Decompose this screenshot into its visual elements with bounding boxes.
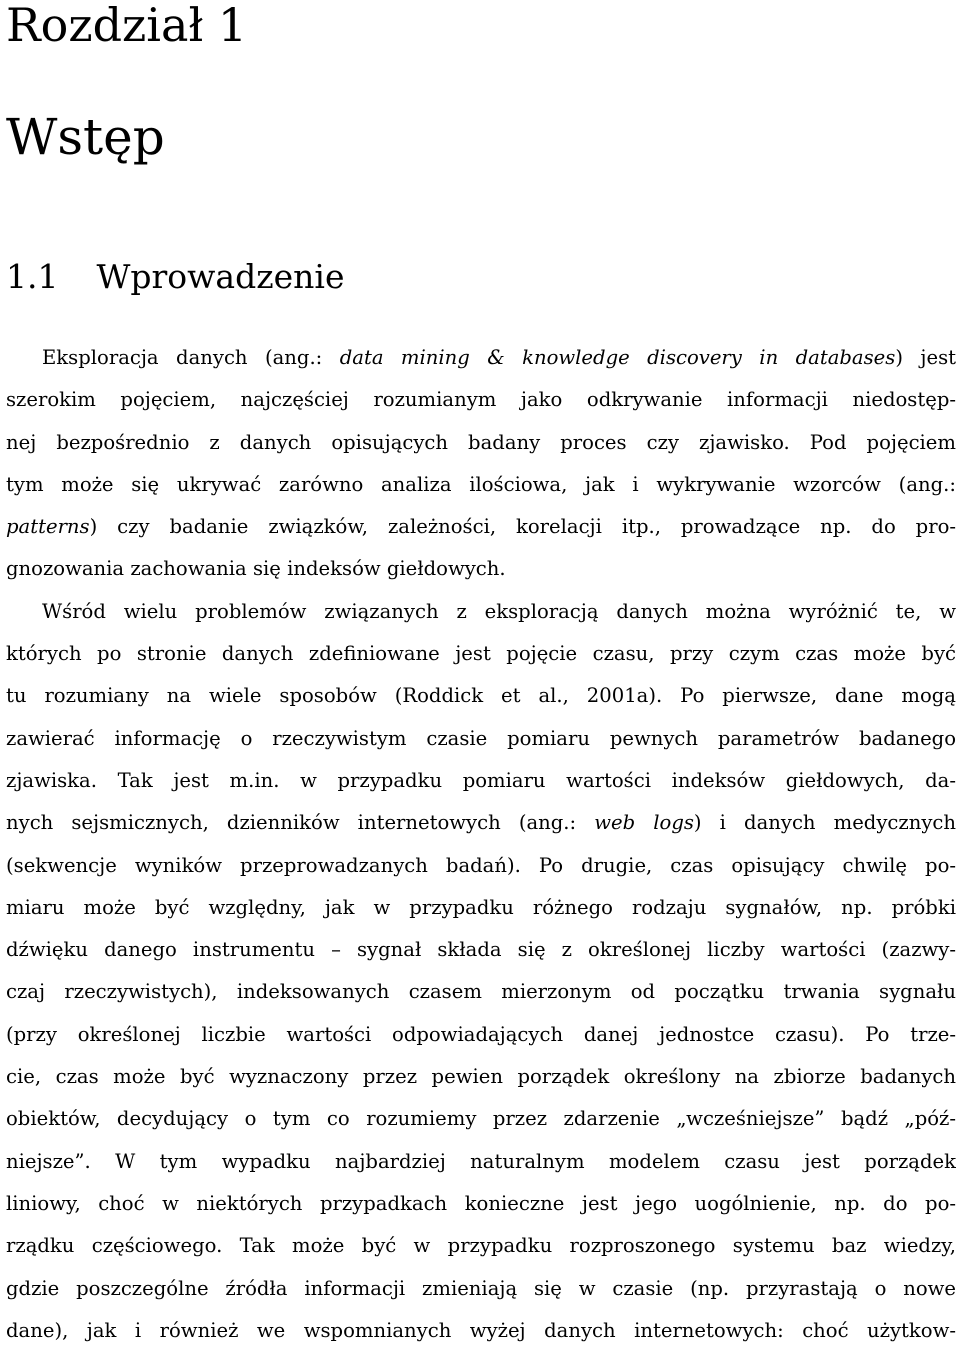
paragraph-line: obiektów, decydujący o tym co rozumiemy przez zdarzenie „wcześniejsze” bądź „póź- — [6, 1107, 956, 1131]
chapter-title: Wstęp — [6, 108, 165, 166]
italic-term: web logs — [594, 811, 694, 835]
paragraph-line: zawierać informację o rzeczywistym czasie pomiaru pewnych parametrów badanego — [6, 726, 956, 750]
paragraph-line: dane), jak i również we wspomnianych wyżej danych internetowych: choć użytkow- — [6, 1318, 956, 1342]
body-text — [6, 337, 956, 1352]
paragraph-line: tu rozumiany na wiele sposobów (Roddick et al., 2001a). Po pierwsze, dane mogą — [6, 684, 956, 708]
paragraph-line: których po stronie danych zdefiniowane jest pojęcie czasu, przy czym czas może być — [6, 642, 956, 666]
paragraph-line: niejsze”. W tym wypadku najbardziej naturalnym modelem czasu jest porządek — [6, 1149, 956, 1173]
paragraph-line: patterns) czy badanie związków, zależności, korelacji itp., prowadzące np. do pro- — [6, 515, 956, 539]
paragraph-line: (sekwencje wyników przeprowadzanych badań). Po drugie, czas opisujący chwilę po- — [6, 853, 956, 877]
paragraph-line: cie, czas może być wyznaczony przez pewien porządek określony na zbiorze badanych — [6, 1065, 956, 1089]
paragraph-line: zjawiska. Tak jest m.in. w przypadku pomiaru wartości indeksów giełdowych, da- — [6, 768, 956, 792]
paragraph-line: dźwięku danego instrumentu – sygnał składa się z określonej liczby wartości (zazwy- — [6, 938, 956, 962]
paragraph-line: nych sejsmicznych, dzienników internetowych (ang.: web logs) i danych medycznych — [6, 811, 956, 835]
paragraph-line: gnozowania zachowania się indeksów giełdowych. — [6, 557, 506, 581]
paragraph-line: (przy określonej liczbie wartości odpowiadających danej jednostce czasu). Po trze- — [6, 1022, 956, 1046]
paragraph-line: czaj rzeczywistych), indeksowanych czasem mierzonym od początku trwania sygnału — [6, 980, 956, 1004]
chapter-label: Rozdział 1 — [6, 0, 248, 52]
paragraph-line: szerokim pojęciem, najczęściej rozumianym jako odkrywanie informacji niedostęp- — [6, 388, 956, 412]
section-number: 1.1 — [6, 257, 59, 296]
italic-term: patterns — [6, 515, 90, 539]
paragraph-line: gdzie poszczególne źródła informacji zmieniają się w czasie (np. przyrastają o nowe — [6, 1276, 956, 1300]
paragraph-line: Wśród wielu problemów związanych z eksploracją danych można wyróżnić te, w — [42, 599, 956, 623]
section-heading — [6, 257, 345, 296]
paragraph-line: rządku częściowego. Tak może być w przypadku rozproszonego systemu baz wiedzy, — [6, 1234, 956, 1258]
section-title: Wprowadzenie — [96, 257, 345, 296]
paragraph-line: tym może się ukrywać zarówno analiza ilościowa, jak i wykrywanie wzorców (ang.: — [6, 472, 956, 496]
italic-term: data mining & knowledge discovery in databases — [339, 346, 896, 369]
paragraph-line: nej bezpośrednio z danych opisujących badany proces czy zjawisko. Pod pojęciem — [6, 430, 956, 454]
paragraph-line: Eksploracja danych (ang.: data mining & knowledge discovery in databases) jest — [42, 346, 956, 369]
paragraph-2 — [6, 591, 956, 1352]
paragraph-line: miaru może być względny, jak w przypadku różnego rodzaju sygnałów, np. próbki — [6, 895, 956, 919]
paragraph-line: liniowy, choć w niektórych przypadkach konieczne jest jego uogólnienie, np. do po- — [6, 1191, 956, 1215]
paragraph-1 — [6, 337, 956, 591]
